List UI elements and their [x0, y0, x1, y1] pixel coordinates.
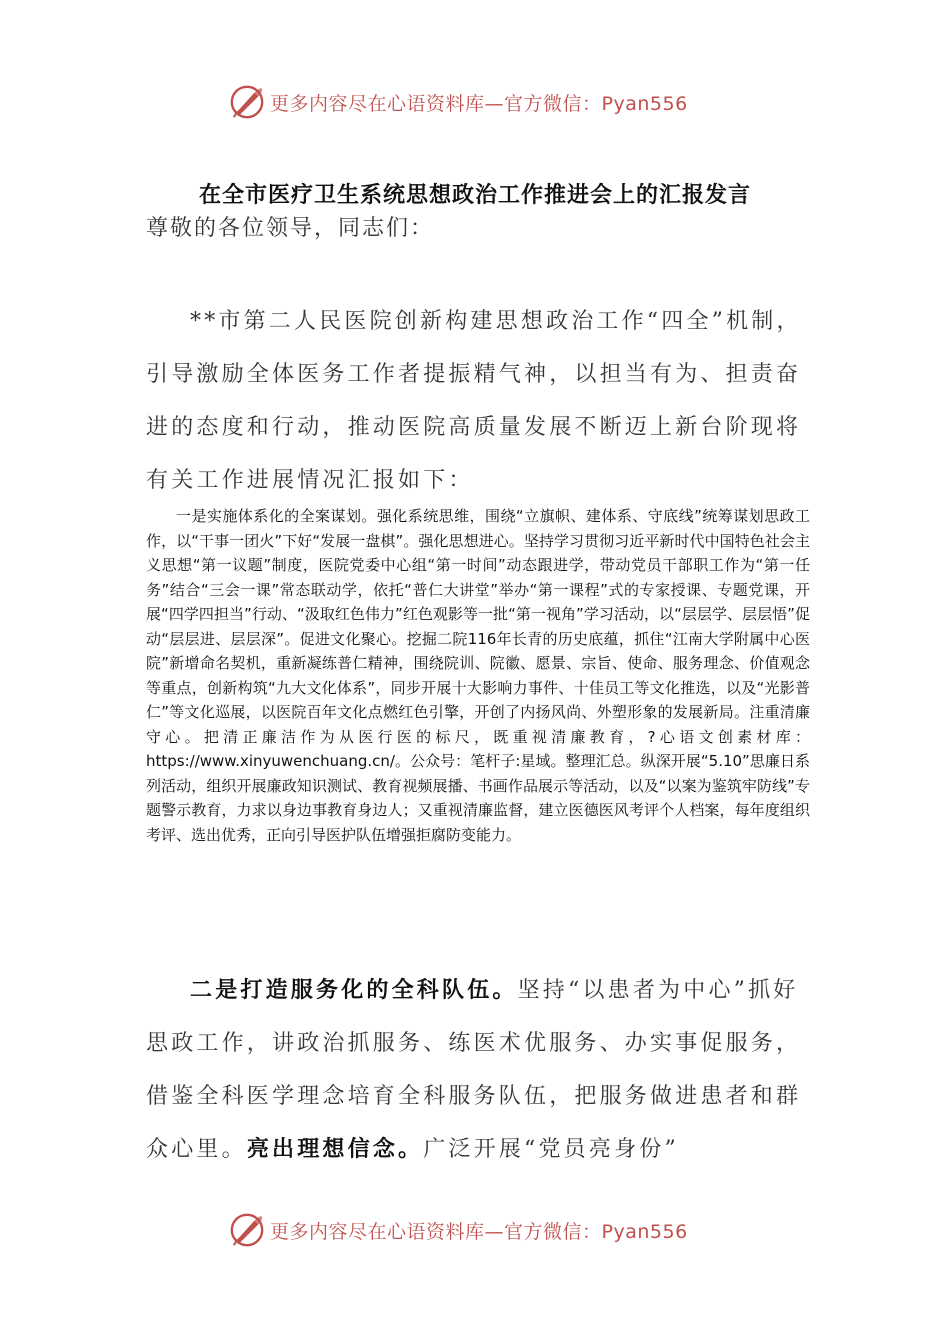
header-banner	[228, 82, 748, 122]
section-two-text-2: 广泛开展“党员亮身份”	[423, 1137, 679, 1162]
section-two-heading: 二是打造服务化的全科队伍。	[190, 977, 518, 1003]
salutation: 尊敬的各位领导，同志们：	[146, 216, 435, 241]
pen-quill-logo-icon	[228, 83, 266, 121]
pen-quill-logo-icon	[228, 1211, 266, 1249]
section-one-paragraph: 一是实施体系化的全案谋划。强化系统思维，围绕“立旗帜、建体系、守底线”统筹谋划思政工作，以“干事一团火”下好“发展一盘棋”。强化思想进心。坚持学习贯彻习近平新时代中国特色社会主义思想“第一议题”制度，医院党委中心组“第一时间”动态跟进学，带动党员干部职工作为“第一任务”结合“三会一课”常态联动学，依托“普仁大讲堂”举办“第一课程”式的专家授课、专题党课，开展“四学四担当”行动、“汲取红色伟力”红色观影等一批“第一视角”学习活动，以“层层学、层层悟”促动“层层进、层层深”。促进文化聚心。挖掘二院116年长青的历史底蕴，抓住“江南大学附属中心医院”新增命名契机，重新凝练普仁精神，围绕院训、院徽、愿景、宗旨、使命、服务理念、价值观念等重点，创新构筑“九大文化体系”，同步开展十大影响力事件、十佳员工等文化推选，以及“光影普仁”等文化巡展，以医院百年文化点燃红色引擎，开创了内扬风尚、外塑形象的发展新局。注重清廉守心。把清正廉洁作为从医行医的标尺，既重视清廉教育，?心语文创素材库：https://www.xinyuwenchuang.cn/。公众号：笔杆子:星域。整理汇总。纵深开展“5.10”思廉日系列活动，组织开展廉政知识测试、教育视频展播、书画作品展示等活动，以及“以案为鉴筑牢防线”专题警示教育，力求以身边事教育身边人；又重视清廉监督，建立医德医风考评个人档案，每年度组织考评、选出优秀，正向引导医护队伍增强拒腐防变能力。	[146, 507, 810, 844]
footer-banner	[228, 1210, 748, 1250]
footer-banner-text: 更多内容尽在心语资料库—官方微信：Pyan556	[270, 1220, 688, 1243]
section-two-subheading: 亮出理想信念。	[246, 1136, 424, 1162]
intro-paragraph: **市第二人民医院创新构建思想政治工作“四全”机制，引导激励全体医务工作者提振精气神，以担当有为、担责奋进的态度和行动，推动医院高质量发展不断迈上新台阶现将有关工作进展情况汇报如下：	[146, 309, 802, 493]
header-banner-text: 更多内容尽在心语资料库—官方微信：Pyan556	[270, 92, 688, 115]
page-title: 在全市医疗卫生系统思想政治工作推进会上的汇报发言	[198, 183, 751, 208]
section-two-paragraph	[146, 964, 810, 1176]
section-two-text-1: 坚持“以患者为中心”抓好思政工作，讲政治抓服务、练医术优服务、办实事促服务，借鉴全科医学理念培育全科服务队伍，把服务做进患者和群众心里。	[146, 978, 802, 1162]
